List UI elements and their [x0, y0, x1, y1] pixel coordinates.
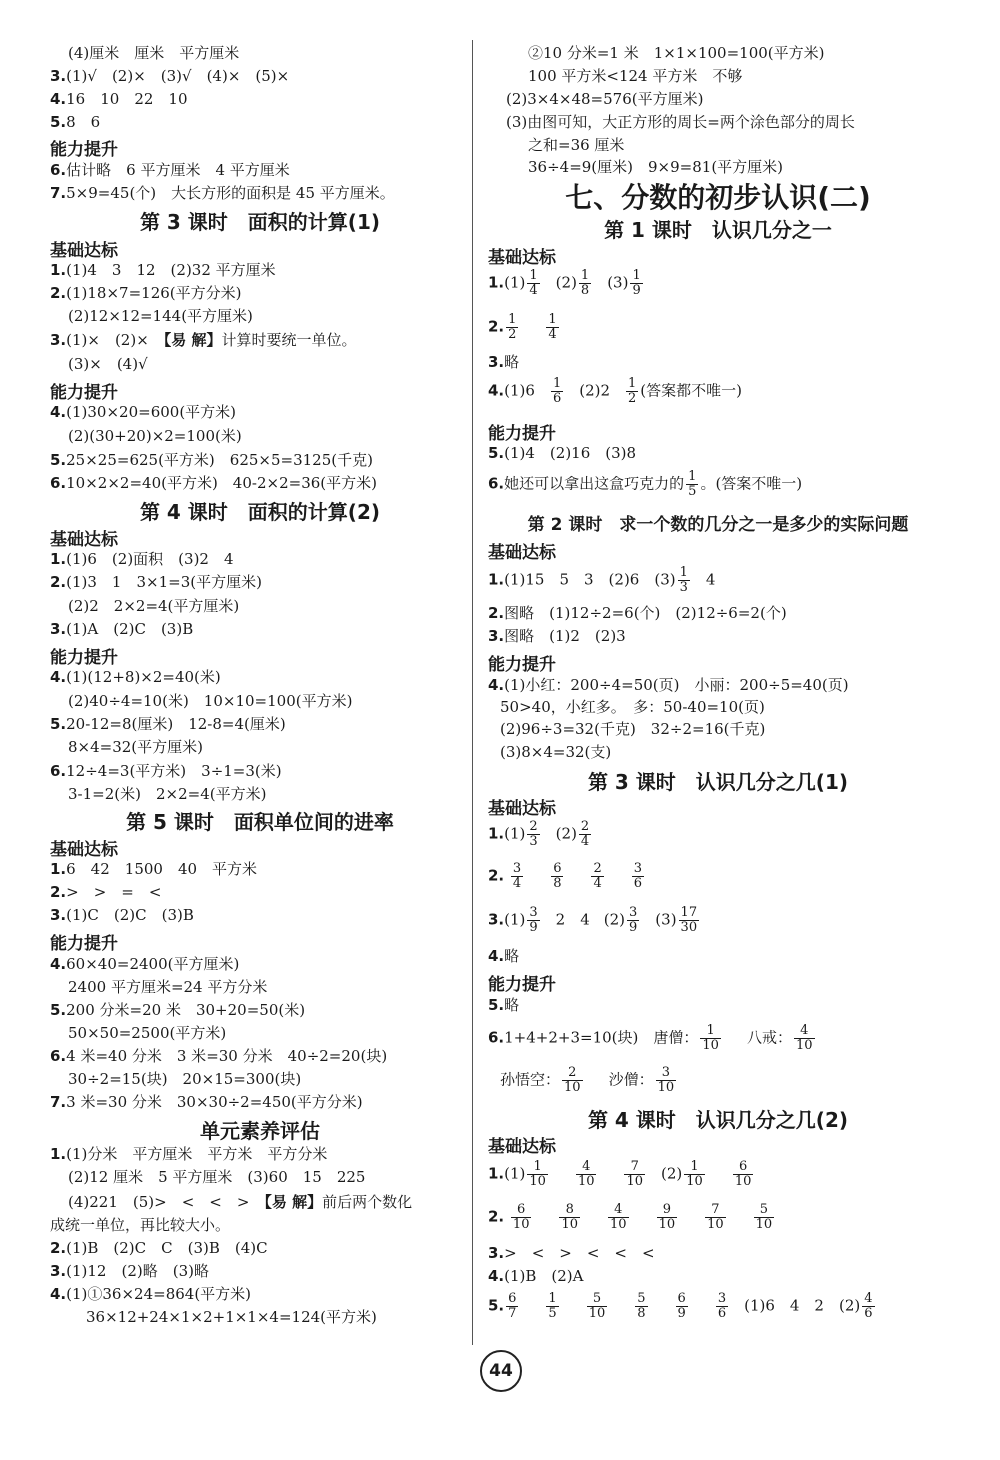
answer-line: 5.25×25=625(平方米) 625×5=3125(千克): [50, 451, 373, 469]
section-heading: 基础达标: [50, 241, 118, 261]
section-heading: 基础达标: [488, 799, 556, 819]
fraction: $\frac{7}{10}$: [707, 1202, 724, 1232]
fraction: $\frac{1}{10}$: [529, 1159, 546, 1189]
fraction: $\frac{1}{2}$: [628, 376, 637, 406]
fraction: $\frac{3}{10}$: [657, 1065, 675, 1095]
lesson-title: 第 4 课时 认识几分之几(2): [587, 1108, 849, 1132]
answer-line: (2)3×4×48=576(平方厘米): [506, 90, 704, 108]
answer-line: 5.20-12=8(厘米) 12-8=4(厘米): [50, 715, 286, 733]
answer-line: 2.(1)3 1 3×1=3(平方厘米): [50, 573, 262, 591]
answer-line: 5. $\frac{6}{7}$ $\frac{1}{5}$ $\frac{5}{10}$ $\frac{5}{8}$ $\frac{6}{9}$ $\frac{3}{6}$ (1)6 4 2 (2) $\frac{4}{6}$: [488, 1291, 873, 1321]
answer-line: (3)× (4)√: [68, 355, 148, 373]
answer-line: 3.(1)A (2)C (3)B: [50, 620, 194, 638]
fraction: $\frac{4}{10}$: [610, 1202, 627, 1232]
fraction: $\frac{1}{10}$: [686, 1159, 703, 1189]
fraction: $\frac{1}{10}$: [702, 1023, 719, 1053]
answer-line: 5.略: [488, 996, 520, 1014]
fraction: $\frac{2}{3}$: [529, 819, 538, 849]
answer-line: 1.6 42 1500 40 平方米: [50, 860, 258, 878]
answer-line: 2.(1)B (2)C C (3)B (4)C: [50, 1239, 268, 1257]
answer-line: 3.(1)C (2)C (3)B: [50, 906, 194, 924]
section-heading: 基础达标: [50, 530, 118, 550]
answer-line: 2.(1)18×7=126(平方分米): [50, 284, 242, 302]
section-heading: 能力提升: [50, 648, 118, 668]
answer-line: 1.(1)15 5 3 (2)6 (3) $\frac{1}{3}$ 4: [488, 565, 716, 595]
section-heading: 能力提升: [488, 975, 556, 995]
fraction: $\frac{3}{9}$: [529, 905, 538, 935]
answer-line: 3.(1)12 (2)略 (3)略: [50, 1262, 209, 1280]
fraction: $\frac{1}{4}$: [548, 312, 557, 342]
fraction: $\frac{1}{3}$: [679, 565, 688, 595]
fraction: $\frac{17}{30}$: [680, 905, 698, 935]
fraction: $\frac{7}{10}$: [626, 1159, 644, 1189]
tip-tag: 【易 解】: [163, 331, 222, 349]
answer-line: 1.(1)6 (2)面积 (3)2 4: [50, 550, 234, 568]
answer-line: 6.12÷4=3(平方米) 3÷1=3(米): [50, 762, 282, 780]
lesson-title: 第 3 课时 面积的计算(1): [139, 210, 381, 234]
fraction: $\frac{1}{4}$: [529, 268, 538, 298]
section-heading: 基础达标: [488, 1137, 556, 1157]
fraction: $\frac{1}{6}$: [552, 376, 562, 406]
fraction: $\frac{1}{5}$: [688, 469, 697, 499]
fraction: $\frac{3}{6}$: [717, 1291, 727, 1321]
answer-line: 4.(1)B (2)A: [488, 1267, 584, 1285]
answer-line: 3-1=2(米) 2×2=4(平方米): [68, 785, 267, 803]
answer-line: 2.图略 (1)12÷2=6(个) (2)12÷6=2(个): [488, 604, 787, 622]
answer-line: 5.(1)4 (2)16 (3)8: [488, 444, 637, 462]
section-heading: 基础达标: [488, 248, 556, 268]
fraction: $\frac{2}{10}$: [564, 1065, 581, 1095]
answer-line: 7.3 米=30 分米 30×30÷2=450(平方分米): [50, 1093, 363, 1111]
answer-line: 3.略: [488, 353, 520, 371]
answer-line: 4.(1)(12+8)×2=40(米): [50, 668, 221, 686]
section-heading: 能力提升: [50, 934, 118, 954]
fraction: $\frac{1}{9}$: [632, 268, 641, 298]
fraction: $\frac{1}{2}$: [508, 312, 517, 342]
answer-line: ②10 分米=1 米 1×1×100=100(平方米): [528, 44, 825, 62]
answer-line: 1.(1) $\frac{1}{10}$ $\frac{4}{10}$ $\frac{7}{10}$ (2) $\frac{1}{10}$ $\frac{6}{10}$: [488, 1159, 752, 1189]
answer-line: 8×4=32(平方厘米): [68, 738, 204, 756]
answer-line: 之和=36 厘米: [528, 136, 625, 154]
answer-line: 5.8 6: [50, 113, 101, 131]
fraction: $\frac{4}{10}$: [795, 1023, 813, 1053]
answer-line: 6.1+4+2+3=10(块) 唐僧： $\frac{1}{10}$ 八戒： $\frac{4}{10}$: [488, 1023, 813, 1053]
fraction: $\frac{6}{9}$: [677, 1291, 686, 1321]
tip-tag: 【易 解】: [264, 1193, 323, 1211]
fraction: $\frac{6}{10}$: [734, 1159, 752, 1189]
answer-line: 6.10×2×2=40(平方米) 40-2×2=36(平方米): [50, 474, 377, 492]
answer-line: 4.(1)小红：200÷4=50(页) 小丽：200÷5=40(页): [488, 676, 849, 694]
answer-line: (3)由图可知，大正方形的周长=两个涂色部分的周长: [506, 113, 855, 131]
answer-line: 孙悟空： $\frac{2}{10}$ 沙僧： $\frac{3}{10}$: [500, 1065, 675, 1095]
answer-line: 1.(1) $\frac{2}{3}$ (2) $\frac{2}{4}$: [488, 819, 590, 849]
page-number: 44: [480, 1350, 522, 1392]
answer-line: 2. $\frac{1}{2}$ $\frac{1}{4}$: [488, 312, 557, 342]
answer-line: 36×12+24×1×2+1×1×4=124(平方米): [86, 1308, 377, 1326]
fraction: $\frac{1}{8}$: [580, 268, 590, 298]
fraction: $\frac{2}{4}$: [580, 819, 590, 849]
answer-line: 6.4 米=40 分米 3 米=30 分米 40÷2=20(块): [50, 1047, 388, 1065]
section-heading: 能力提升: [50, 383, 118, 403]
answer-line: (3)8×4=32(支): [500, 743, 612, 761]
lesson-title: 第 2 课时 求一个数的几分之一是多少的实际问题: [527, 515, 909, 535]
column-divider: [472, 40, 473, 1345]
answer-line: 100 平方米<124 平方米 不够: [528, 67, 743, 85]
section-heading: 能力提升: [50, 140, 118, 160]
answer-line: 3.> < > < < <: [488, 1244, 655, 1262]
answer-line: 1.(1) $\frac{1}{4}$ (2) $\frac{1}{8}$ (3) $\frac{1}{9}$: [488, 268, 641, 298]
section-heading: 基础达标: [488, 543, 556, 563]
lesson-title: 第 4 课时 面积的计算(2): [139, 500, 381, 524]
answer-line: (4)厘米 厘米 平方厘米: [68, 44, 240, 62]
answer-line: 4.(1)30×20=600(平方米): [50, 403, 237, 421]
answer-line: (2)40÷4=10(米) 10×10=100(平方米): [68, 692, 353, 710]
fraction: $\frac{2}{4}$: [593, 861, 602, 891]
answer-line: 3.(1) $\frac{3}{9}$ 2 4 (2) $\frac{3}{9}$ (3) $\frac{17}{30}$: [488, 905, 698, 935]
answer-line: 1.(1)分米 平方厘米 平方米 平方分米: [50, 1145, 328, 1163]
fraction: $\frac{3}{9}$: [629, 905, 638, 935]
fraction: $\frac{4}{10}$: [577, 1159, 595, 1189]
answer-line: 50>40，小红多。 多：50-40=10(页): [500, 698, 765, 716]
fraction: $\frac{5}{10}$: [755, 1202, 773, 1232]
chapter-title: 七、分数的初步认识(二): [565, 181, 871, 214]
answer-line: (2)96÷3=32(千克) 32÷2=16(千克): [500, 720, 766, 738]
answer-line: 36÷4=9(厘米) 9×9=81(平方厘米): [528, 158, 784, 176]
answer-line: 3.图略 (1)2 (2)3: [488, 627, 626, 645]
answer-line: 4.60×40=2400(平方厘米): [50, 955, 240, 973]
lesson-title: 单元素养评估: [200, 1119, 320, 1143]
answer-line: 2. $\frac{6}{10}$ $\frac{8}{10}$ $\frac{4}{10}$ $\frac{9}{10}$ $\frac{7}{10}$ $\frac{5}{10}$: [488, 1202, 773, 1232]
answer-line: (2)12×12=144(平方厘米): [68, 307, 253, 325]
answer-line: 4.(1)①36×24=864(平方米): [50, 1285, 252, 1303]
answer-line: 3.(1)√ (2)× (3)√ (4)× (5)×: [50, 67, 290, 85]
answer-line: 3.(1)× (2)× 【易 解】计算时要统一单位。: [50, 331, 357, 349]
answer-line: 成统一单位，再比较大小。: [50, 1216, 231, 1234]
answer-line: 7.5×9=45(个) 大长方形的面积是 45 平方厘米。: [50, 184, 395, 202]
lesson-title: 第 3 课时 认识几分之几(1): [587, 770, 849, 794]
fraction: $\frac{5}{10}$: [588, 1291, 606, 1321]
answer-line: 1.(1)4 3 12 (2)32 平方厘米: [50, 261, 276, 279]
fraction: $\frac{4}{6}$: [864, 1291, 873, 1321]
fraction: $\frac{9}{10}$: [658, 1202, 676, 1232]
answer-line: 2. $\frac{3}{4}$ $\frac{6}{8}$ $\frac{2}{4}$ $\frac{3}{6}$: [488, 861, 643, 891]
answer-line: 2400 平方厘米=24 平方分米: [68, 978, 268, 996]
answer-line: 6.估计略 6 平方厘米 4 平方厘米: [50, 161, 290, 179]
answer-line: (2)2 2×2=4(平方厘米): [68, 597, 240, 615]
lesson-title: 第 1 课时 认识几分之一: [604, 218, 832, 242]
answer-line: 4.16 10 22 10: [50, 90, 188, 108]
answer-line: 4.略: [488, 947, 520, 965]
section-heading: 能力提升: [488, 655, 556, 675]
answer-line: 30÷2=15(块) 20×15=300(块): [68, 1070, 302, 1088]
fraction: $\frac{1}{5}$: [548, 1291, 557, 1321]
fraction: $\frac{3}{4}$: [512, 861, 522, 891]
answer-line: 5.200 分米=20 米 30+20=50(米): [50, 1001, 306, 1019]
section-heading: 基础达标: [50, 840, 118, 860]
fraction: $\frac{8}{10}$: [561, 1202, 579, 1232]
answer-line: (2)(30+20)×2=100(米): [68, 427, 242, 445]
answer-line: (2)12 厘米 5 平方厘米 (3)60 15 225: [68, 1168, 366, 1186]
answer-line: 50×50=2500(平方米): [68, 1024, 227, 1042]
answer-line: 2.> > = <: [50, 883, 162, 901]
fraction: $\frac{3}{6}$: [633, 861, 643, 891]
section-heading: 能力提升: [488, 424, 556, 444]
lesson-title: 第 5 课时 面积单位间的进率: [126, 810, 394, 834]
fraction: $\frac{6}{7}$: [508, 1291, 517, 1321]
answer-line: 6.她还可以拿出这盒巧克力的 $\frac{1}{5}$ 。(答案不唯一): [488, 469, 803, 499]
fraction: $\frac{6}{10}$: [512, 1202, 530, 1232]
fraction: $\frac{5}{8}$: [637, 1291, 646, 1321]
answer-line: (4)221 (5)> < < > 【易 解】前后两个数化: [68, 1193, 413, 1211]
answer-line: 4.(1)6 $\frac{1}{6}$ (2)2 $\frac{1}{2}$ (答案都不唯一): [488, 376, 743, 406]
fraction: $\frac{6}{8}$: [553, 861, 562, 891]
